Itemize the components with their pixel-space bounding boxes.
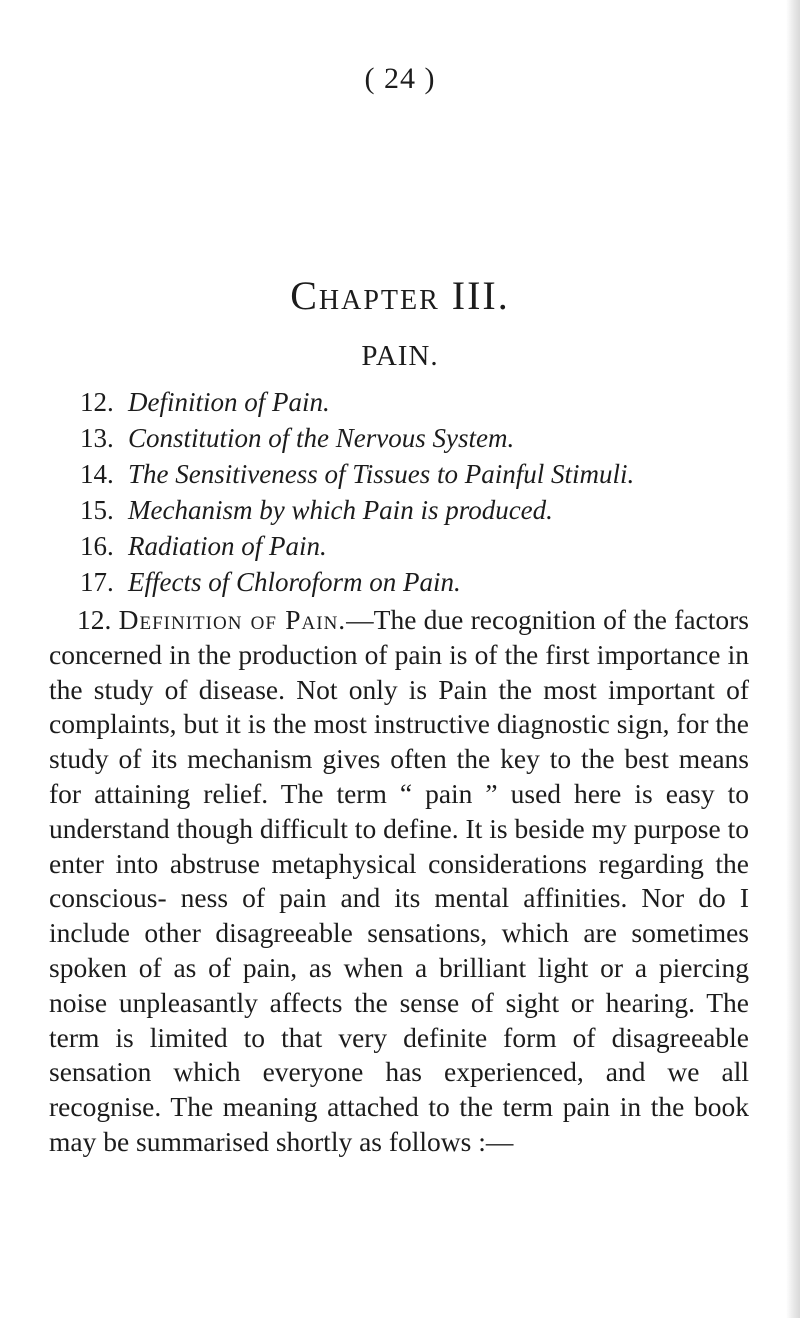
section-dash: — bbox=[346, 604, 374, 635]
contents-title: Constitution of the Nervous System. bbox=[128, 423, 515, 453]
contents-title: Mechanism by which Pain is produced. bbox=[128, 495, 553, 525]
chapter-contents bbox=[80, 384, 780, 600]
contents-title: Definition of Pain. bbox=[128, 387, 330, 417]
contents-title: Radiation of Pain. bbox=[128, 531, 327, 561]
section-paragraph bbox=[49, 603, 749, 1160]
contents-title: Effects of Chloroform on Pain. bbox=[128, 567, 461, 597]
contents-item bbox=[80, 564, 780, 600]
contents-item bbox=[80, 528, 780, 564]
page-number: ( 24 ) bbox=[364, 62, 436, 95]
chapter-title: Chapter III. bbox=[290, 273, 510, 318]
contents-number: 17. bbox=[80, 567, 114, 597]
contents-item bbox=[80, 420, 780, 456]
contents-item bbox=[80, 456, 780, 492]
contents-number: 16. bbox=[80, 531, 114, 561]
contents-title: The Sensitiveness of Tissues to Painful Stimuli. bbox=[128, 459, 635, 489]
chapter-subtitle: PAIN. bbox=[361, 340, 439, 372]
contents-number: 14. bbox=[80, 459, 114, 489]
page-edge-shadow bbox=[786, 0, 800, 1318]
contents-item bbox=[80, 384, 780, 420]
contents-item bbox=[80, 492, 780, 528]
contents-number: 12. bbox=[80, 387, 114, 417]
contents-number: 13. bbox=[80, 423, 114, 453]
section-number: 12. bbox=[77, 604, 112, 635]
contents-number: 15. bbox=[80, 495, 114, 525]
section-heading: Definition of Pain. bbox=[118, 604, 347, 635]
section-text: The due recognition of the factors concerned in the production of pain is of the first importance in the study of disease. Not only is Pain the most important of complaints, but it is the most instructive diagnostic sign, for the study of its mechanism gives often the key to the best means for attaining relief. The term “ pain ” used here is easy to understand though difficult to define. It is beside my purpose to enter into abstruse metaphysical considerations regarding the conscious- ness of pain and its mental affinities. Nor do I include other disagreeable sensations, which are sometimes spoken of as of pain, as when a brilliant light or a piercing noise unpleasantly affects the sense of sight or hearing. The term is limited to that very definite form of disagreeable sensation which everyone has experienced, and we all recognise. The meaning attached to the term pain in the book may be summarised shortly as follows :— bbox=[49, 604, 749, 1157]
